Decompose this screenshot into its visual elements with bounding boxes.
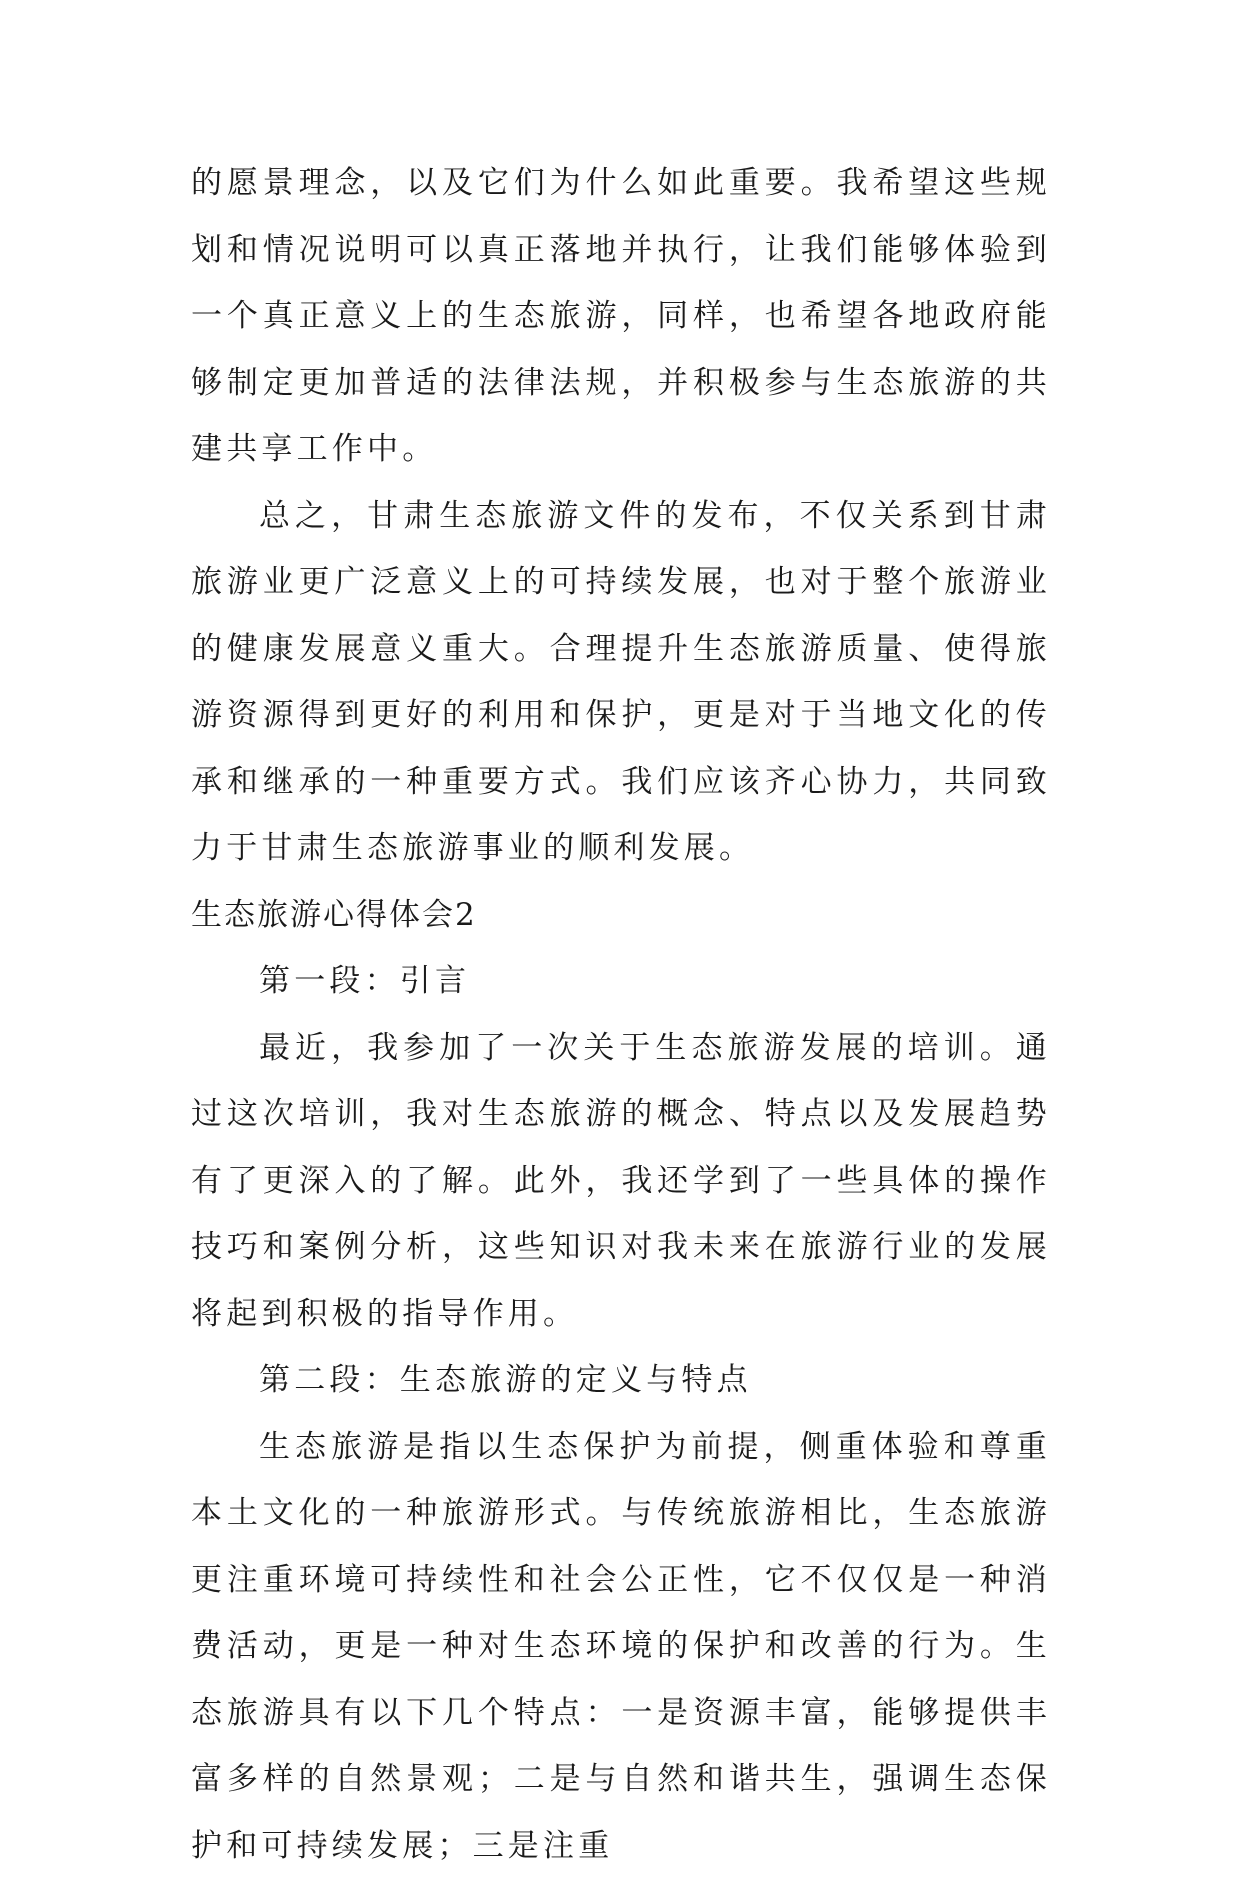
section-title: 生态旅游心得体会2 — [191, 882, 1051, 949]
paragraph-vision-continuation: 的愿景理念，以及它们为什么如此重要。我希望这些规划和情况说明可以真正落地并执行，让我们能够体验到一个真正意义上的生态旅游，同样，也希望各地政府能够制定更加普适的法律法规，并积极参与生态旅游的共建共享工作中。 — [191, 150, 1051, 483]
document-body — [191, 150, 1051, 1879]
paragraph-conclusion: 总之，甘肃生态旅游文件的发布，不仅关系到甘肃旅游业更广泛意义上的可持续发展，也对于整个旅游业的健康发展意义重大。合理提升生态旅游质量、使得旅游资源得到更好的利用和保护，更是对于当地文化的传承和继承的一种重要方式。我们应该齐心协力，共同致力于甘肃生态旅游事业的顺利发展。 — [191, 483, 1051, 882]
paragraph-definition: 生态旅游是指以生态保护为前提，侧重体验和尊重本土文化的一种旅游形式。与传统旅游相比，生态旅游更注重环境可持续性和社会公正性，它不仅仅是一种消费活动，更是一种对生态环境的保护和改善的行为。生态旅游具有以下几个特点：一是资源丰富，能够提供丰富多样的自然景观；二是与自然和谐共生，强调生态保护和可持续发展；三是注重 — [191, 1414, 1051, 1879]
paragraph-intro: 最近，我参加了一次关于生态旅游发展的培训。通过这次培训，我对生态旅游的概念、特点以及发展趋势有了更深入的了解。此外，我还学到了一些具体的操作技巧和案例分析，这些知识对我未来在旅游行业的发展将起到积极的指导作用。 — [191, 1015, 1051, 1348]
section-heading-intro: 第一段：引言 — [191, 948, 1051, 1015]
section-heading-definition: 第二段：生态旅游的定义与特点 — [191, 1347, 1051, 1414]
